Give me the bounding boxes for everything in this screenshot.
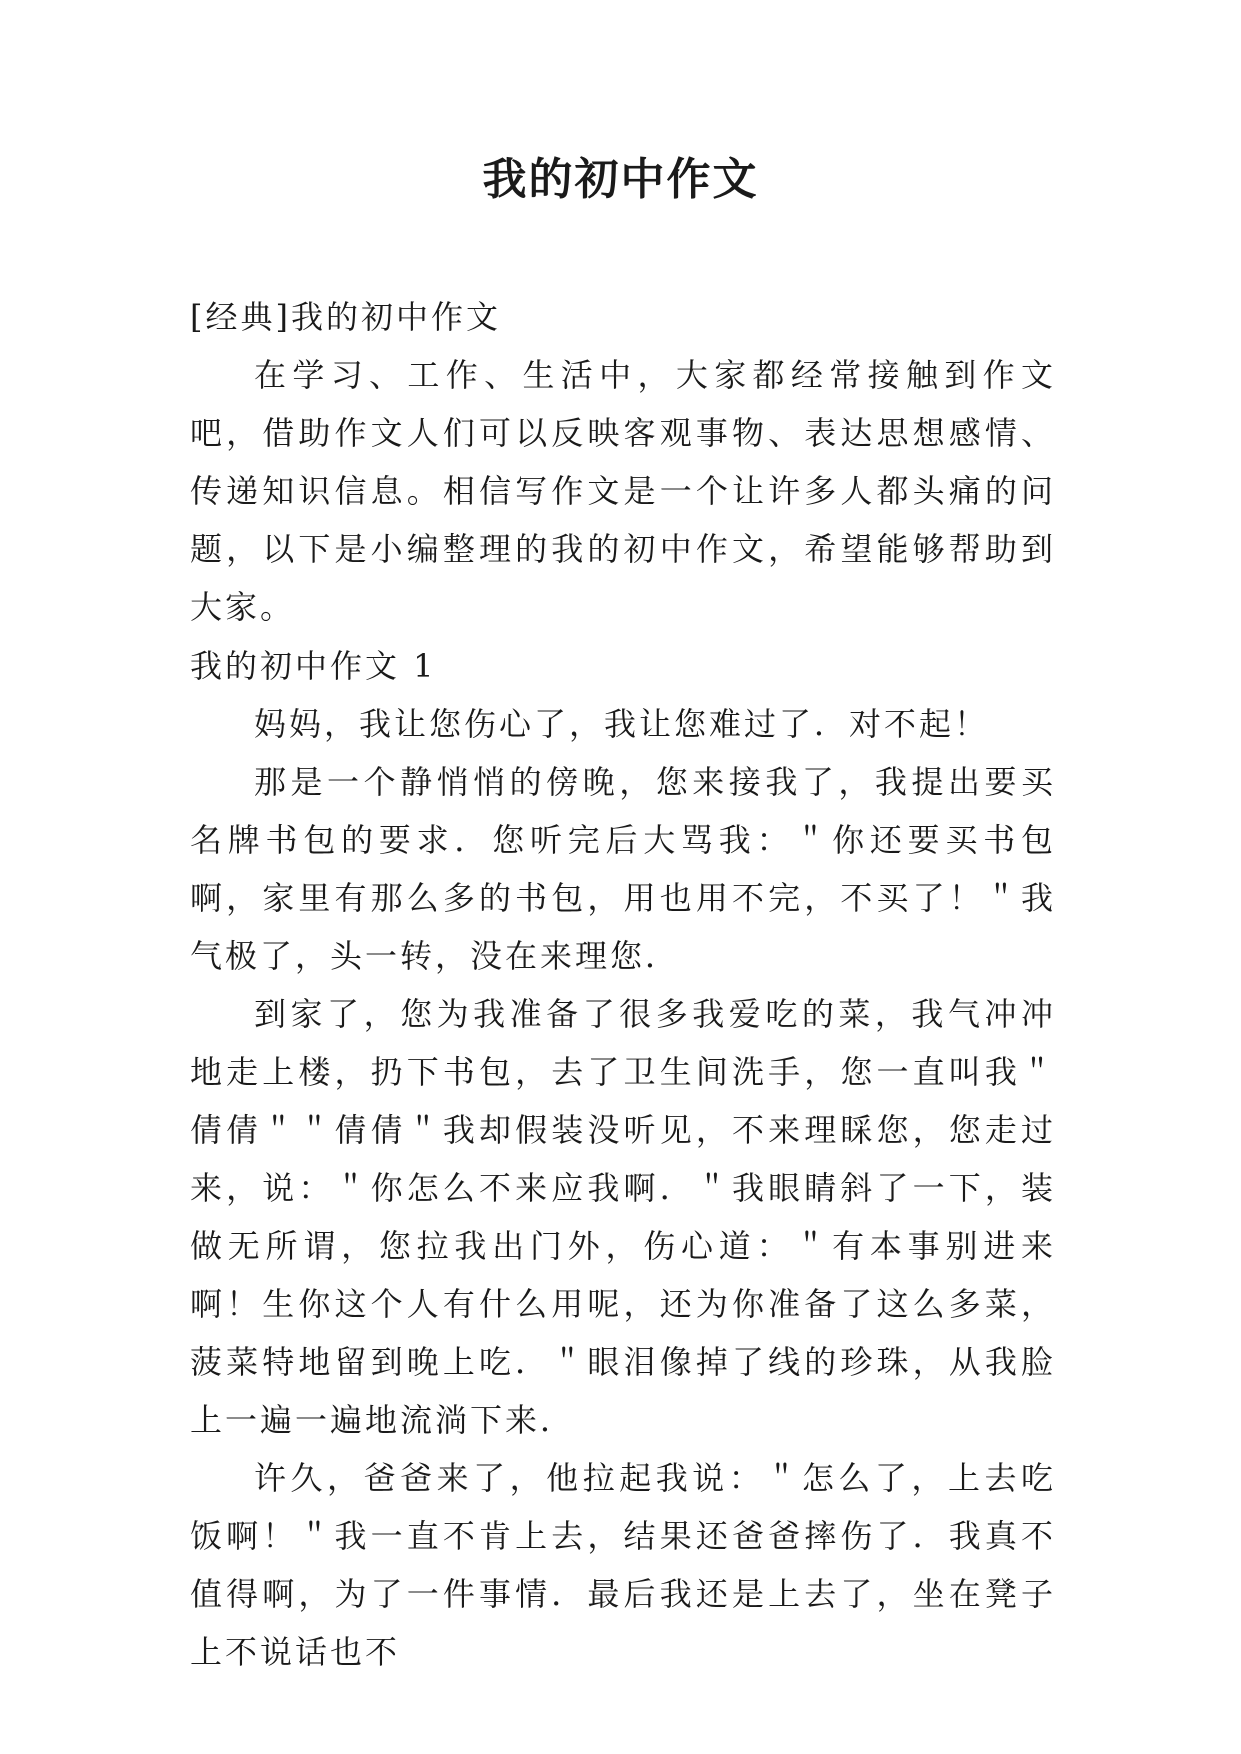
essay-heading: 我的初中作文 1 [190,647,437,685]
essay-section [190,695,1056,1681]
intro-heading: [经典]我的初中作文 [190,298,501,336]
essay-paragraph: 许久，爸爸来了，他拉起我说：＂怎么了，上去吃饭啊！＂我一直不肯上去，结果还爸爸摔伤了．我真不值得啊，为了一件事情．最后我还是上去了，坐在凳子上不说话也不 [190,1459,1056,1671]
intro-section [190,346,1056,636]
essay-paragraph: 到家了，您为我准备了很多我爱吃的菜，我气冲冲地走上楼，扔下书包，去了卫生间洗手，您一直叫我＂倩倩＂＂倩倩＂我却假装没听见，不来理睬您，您走过来，说：＂你怎么不来应我啊．＂我眼睛斜了一下，装做无所谓，您拉我出门外，伤心道：＂有本事别进来啊！生你这个人有什么用呢，还为你准备了这么多菜，菠菜特地留到晚上吃．＂眼泪像掉了线的珍珠，从我脸上一遍一遍地流淌下来． [190,995,1056,1439]
document-title: 我的初中作文 [482,154,759,205]
intro-paragraph: 在学习、工作、生活中，大家都经常接触到作文吧，借助作文人们可以反映客观事物、表达思想感情、传递知识信息。相信写作文是一个让许多人都头痛的问题，以下是小编整理的我的初中作文，希望能够帮助到大家。 [190,356,1056,626]
essay-paragraph: 那是一个静悄悄的傍晚，您来接我了，我提出要买名牌书包的要求．您听完后大骂我：＂你还要买书包啊，家里有那么多的书包，用也用不完，不买了！＂我气极了，头一转，没在来理您． [190,763,1056,975]
essay-paragraph: 妈妈，我让您伤心了，我让您难过了．对不起！ [254,705,990,743]
